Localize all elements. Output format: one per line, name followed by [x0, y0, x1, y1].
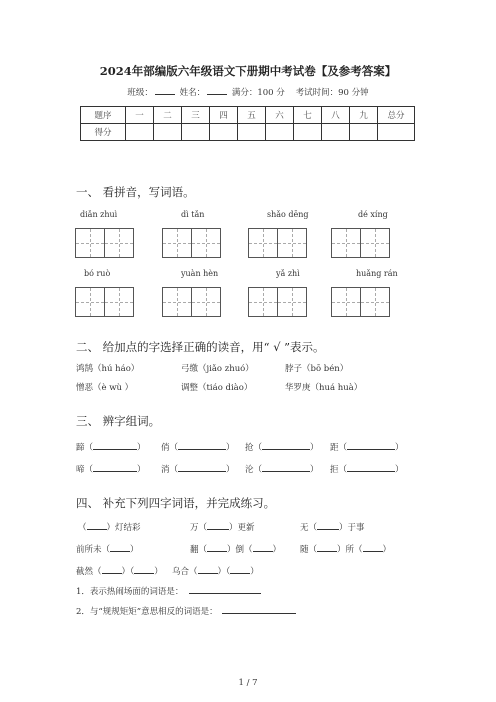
name-label: 姓名： — [179, 88, 206, 98]
word-item: 沦（ ） — [245, 462, 319, 475]
name-blank — [207, 86, 227, 95]
answer-blank[interactable] — [347, 462, 395, 472]
reading-choice[interactable]: 憎恶（è wù ） — [76, 383, 134, 393]
pinyin-label: diǎn zhuì — [80, 210, 118, 219]
idiom-item: 截然（ ）（ ） — [76, 564, 163, 577]
time-label: 考试时间：90 分钟 — [295, 88, 369, 98]
page-number: 1 / 7 — [238, 678, 258, 688]
answer-blank[interactable] — [207, 520, 229, 530]
question-1: 1．表示热闹场面的词语是： — [76, 584, 261, 597]
score-input-cell[interactable] — [378, 124, 415, 141]
section3-heading: 三、 辨字组词。 — [76, 414, 161, 428]
section4-heading: 四、 补充下列四字词语，并完成练习。 — [76, 496, 276, 510]
answer-blank[interactable] — [110, 542, 130, 552]
score-input-cell[interactable] — [210, 124, 238, 141]
score-input-cell[interactable] — [126, 124, 154, 141]
idiom-item: 乌合（ ）（ ） — [172, 564, 259, 577]
writing-grid[interactable] — [248, 287, 307, 317]
table-cell: 五 — [238, 107, 266, 124]
word-item: 啼（ ） — [76, 462, 146, 475]
pinyin-label: shǎo dēng — [267, 210, 309, 219]
reading-choice[interactable]: 脖子（bō bén） — [285, 364, 349, 374]
reading-choice[interactable]: 弓缴（jiǎo zhuó） — [181, 364, 254, 374]
score-label: 满分：100 分 — [231, 88, 285, 98]
writing-grid[interactable] — [75, 287, 134, 317]
word-item: 抢（ ） — [245, 440, 319, 453]
answer-blank[interactable] — [87, 520, 107, 530]
pinyin-label: yuàn hèn — [181, 269, 219, 278]
score-input-cell[interactable] — [322, 124, 350, 141]
writing-grid[interactable] — [331, 287, 390, 317]
idiom-item: 万（ ）更新 — [190, 520, 255, 533]
question-2: 2．与“规规矩矩”意思相反的词语是： — [76, 604, 296, 617]
pinyin-label: bó ruò — [84, 269, 111, 278]
idiom-item: 翻（ ）倒（ ） — [190, 542, 281, 555]
idiom-item: 前所未（ ） — [76, 542, 139, 555]
word-item: 俏（ ） — [161, 440, 235, 453]
table-cell: 得分 — [81, 124, 126, 141]
reading-choice[interactable]: 鸿鹄（hú háo） — [76, 364, 140, 374]
pinyin-label: dé xíng — [358, 210, 388, 219]
exam-info — [0, 86, 496, 98]
score-input-cell[interactable] — [238, 124, 266, 141]
score-input-cell[interactable] — [182, 124, 210, 141]
answer-blank[interactable] — [253, 542, 273, 552]
answer-blank[interactable] — [189, 584, 261, 594]
pinyin-label: yǎ zhì — [276, 269, 300, 278]
answer-blank[interactable] — [222, 604, 296, 614]
pinyin-label: dì tǎn — [181, 210, 205, 219]
answer-blank[interactable] — [317, 520, 339, 530]
table-cell: 一 — [126, 107, 154, 124]
writing-grid[interactable] — [162, 287, 221, 317]
idiom-item: （ ）灯结彩 — [78, 520, 141, 533]
page-title: 2024年部编版六年级语文下册期中考试卷【及参考答案】 — [99, 64, 397, 78]
table-cell: 九 — [350, 107, 378, 124]
answer-blank[interactable] — [178, 462, 226, 472]
writing-grid[interactable] — [162, 228, 221, 258]
writing-grid[interactable] — [248, 228, 307, 258]
class-blank — [155, 86, 175, 95]
writing-grid[interactable] — [331, 228, 390, 258]
table-cell: 二 — [154, 107, 182, 124]
table-cell: 八 — [322, 107, 350, 124]
idiom-item: 无（ ）于事 — [300, 520, 365, 533]
score-table — [80, 106, 415, 141]
table-cell: 总分 — [378, 107, 415, 124]
reading-choice[interactable]: 调整（tiáo diào） — [181, 383, 253, 393]
answer-blank[interactable] — [347, 440, 395, 450]
answer-blank[interactable] — [207, 542, 227, 552]
score-table-header — [81, 107, 415, 124]
word-item: 距（ ） — [330, 440, 404, 453]
table-cell: 四 — [210, 107, 238, 124]
answer-blank[interactable] — [363, 542, 383, 552]
answer-blank[interactable] — [317, 542, 337, 552]
word-item: 消（ ） — [161, 462, 235, 475]
answer-blank[interactable] — [102, 564, 122, 574]
writing-grid[interactable] — [75, 228, 134, 258]
section1-heading: 一、 看拼音，写词语。 — [76, 185, 195, 199]
answer-blank[interactable] — [93, 462, 137, 472]
word-item: 拒（ ） — [330, 462, 404, 475]
section2-heading: 二、 给加点的字选择正确的读音，用“ √ ”表示。 — [76, 340, 325, 354]
answer-blank[interactable] — [230, 564, 250, 574]
idiom-item: 随（ ）所（ ） — [300, 542, 391, 555]
score-table-row — [81, 124, 415, 141]
pinyin-label: huǎng rán — [356, 269, 398, 278]
table-cell: 六 — [266, 107, 294, 124]
answer-blank[interactable] — [134, 564, 154, 574]
table-cell: 题序 — [81, 107, 126, 124]
score-input-cell[interactable] — [294, 124, 322, 141]
score-input-cell[interactable] — [266, 124, 294, 141]
answer-blank[interactable] — [262, 462, 310, 472]
answer-blank[interactable] — [178, 440, 226, 450]
table-cell: 七 — [294, 107, 322, 124]
answer-blank[interactable] — [198, 564, 218, 574]
reading-choice[interactable]: 华罗庚（huá huà） — [285, 383, 363, 393]
class-label: 班级： — [127, 88, 153, 98]
table-cell: 三 — [182, 107, 210, 124]
answer-blank[interactable] — [93, 440, 137, 450]
word-item: 蹄（ ） — [76, 440, 146, 453]
score-input-cell[interactable] — [350, 124, 378, 141]
answer-blank[interactable] — [262, 440, 310, 450]
score-input-cell[interactable] — [154, 124, 182, 141]
